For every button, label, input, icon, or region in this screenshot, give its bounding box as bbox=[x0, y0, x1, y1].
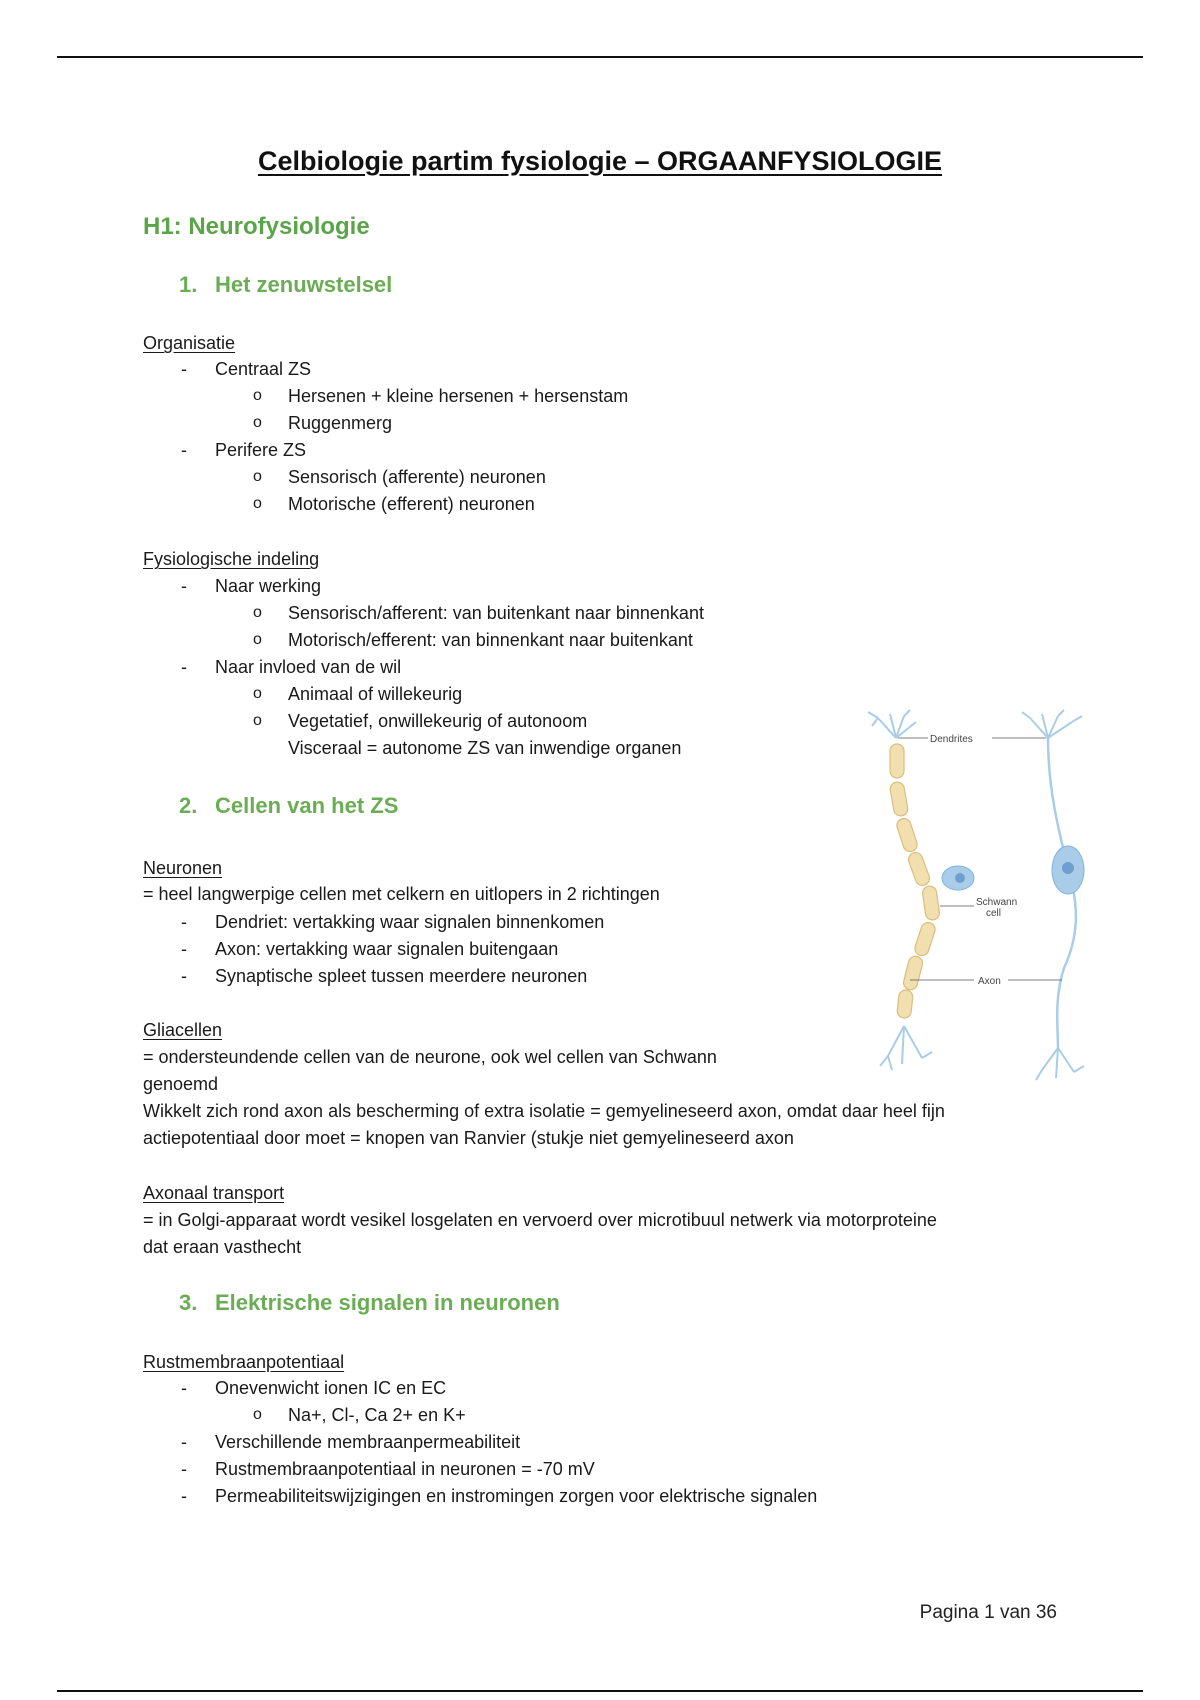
list-item: - Naar werking bbox=[215, 576, 321, 597]
page-number: Pagina 1 van 36 bbox=[919, 1602, 1057, 1623]
sub-list-item: o Motorische (efferent) neuronen bbox=[288, 494, 535, 515]
organisatie-label: Organisatie bbox=[143, 333, 236, 353]
transport-text: dat eraan vasthecht bbox=[143, 1237, 302, 1257]
glia-label: Gliacellen bbox=[143, 1020, 223, 1040]
list-item: - Synaptische spleet tussen meerdere neuronen bbox=[215, 966, 587, 987]
sub-list-item: o Hersenen + kleine hersenen + hersenstam bbox=[288, 386, 628, 407]
list-item: - Axon: vertakking waar signalen buitengaan bbox=[215, 939, 558, 960]
section-number: 3. bbox=[179, 1290, 198, 1315]
dendrites-right bbox=[1022, 710, 1082, 738]
indeling-label: Fysiologische indeling bbox=[143, 549, 320, 569]
list-item: - Centraal ZS bbox=[215, 359, 311, 380]
section-1-heading bbox=[179, 272, 392, 298]
chapter-heading: H1: Neurofysiologie bbox=[143, 213, 370, 240]
glia-text: = ondersteundende cellen van de neurone, ook wel cellen van Schwann bbox=[143, 1047, 717, 1067]
glia-text: actiepotentiaal door moet = knopen van Ranvier (stukje niet gemyelineseerd axon bbox=[143, 1128, 794, 1148]
transport-label: Axonaal transport bbox=[143, 1183, 285, 1203]
list-item: - Perifere ZS bbox=[215, 440, 306, 461]
glia-text: Wikkelt zich rond axon als bescherming of extra isolatie = gemyelineseerd axon, omdat daar heel fijn bbox=[143, 1101, 945, 1121]
transport-text: = in Golgi-apparaat wordt vesikel losgelaten en vervoerd over microtibuul netwerk via motorproteine bbox=[143, 1210, 937, 1230]
axon-terminals-right bbox=[1036, 1048, 1084, 1080]
section-2-heading bbox=[179, 793, 398, 819]
sub-list-item: o Sensorisch (afferente) neuronen bbox=[288, 467, 546, 488]
sub-list-item: o Animaal of willekeurig bbox=[288, 684, 462, 705]
dendrites-left bbox=[868, 710, 916, 738]
axon-label: Axon bbox=[978, 976, 1001, 987]
visceraal-note: Visceraal = autonome ZS van inwendige organen bbox=[288, 738, 682, 758]
schwann-label: Schwann bbox=[976, 897, 1018, 908]
list-item: - Onevenwicht ionen IC en EC bbox=[215, 1378, 446, 1399]
rust-label: Rustmembraanpotentiaal bbox=[143, 1352, 345, 1372]
schwann-label: cell bbox=[986, 908, 1002, 919]
neuronen-definition: = heel langwerpige cellen met celkern en uitlopers in 2 richtingen bbox=[143, 884, 660, 904]
dendrites-label: Dendrites bbox=[930, 734, 973, 745]
sub-list-item: o Vegetatief, onwillekeurig of autonoom bbox=[288, 711, 587, 732]
neuron-figure bbox=[858, 708, 1098, 1083]
axon-terminals-left bbox=[880, 1026, 932, 1070]
list-item: - Rustmembraanpotentiaal in neuronen = -70 mV bbox=[215, 1459, 595, 1480]
section-title: Het zenuwstelsel bbox=[215, 272, 393, 297]
section-number: 1. bbox=[179, 272, 198, 297]
sub-list-item: o Ruggenmerg bbox=[288, 413, 392, 434]
section-title: Cellen van het ZS bbox=[215, 793, 399, 818]
myelinated-axon bbox=[889, 744, 940, 1019]
sub-list-item: o Na+, Cl-, Ca 2+ en K+ bbox=[288, 1405, 466, 1426]
nucleus-left bbox=[955, 873, 965, 883]
document-title: Celbiologie partim fysiologie – ORGAANFYSIOLOGIE bbox=[257, 146, 943, 176]
top-rule bbox=[57, 56, 1143, 58]
list-item: - Verschillende membraanpermeabiliteit bbox=[215, 1432, 520, 1453]
sub-list-item: o Motorisch/efferent: van binnenkant naar buitenkant bbox=[288, 630, 693, 651]
sub-list-item: o Sensorisch/afferent: van buitenkant naar binnenkant bbox=[288, 603, 704, 624]
section-number: 2. bbox=[179, 793, 198, 818]
list-item: - Permeabiliteitswijzigingen en instromingen zorgen voor elektrische signalen bbox=[215, 1486, 817, 1507]
list-item: - Dendriet: vertakking waar signalen binnenkomen bbox=[215, 912, 604, 933]
bottom-rule bbox=[57, 1690, 1143, 1692]
section-3-heading bbox=[179, 1290, 560, 1316]
neuronen-label: Neuronen bbox=[143, 858, 223, 878]
list-item: - Naar invloed van de wil bbox=[215, 657, 401, 678]
nucleus-right bbox=[1062, 862, 1074, 874]
section-title: Elektrische signalen in neuronen bbox=[215, 1290, 560, 1315]
glia-text: genoemd bbox=[143, 1074, 219, 1094]
